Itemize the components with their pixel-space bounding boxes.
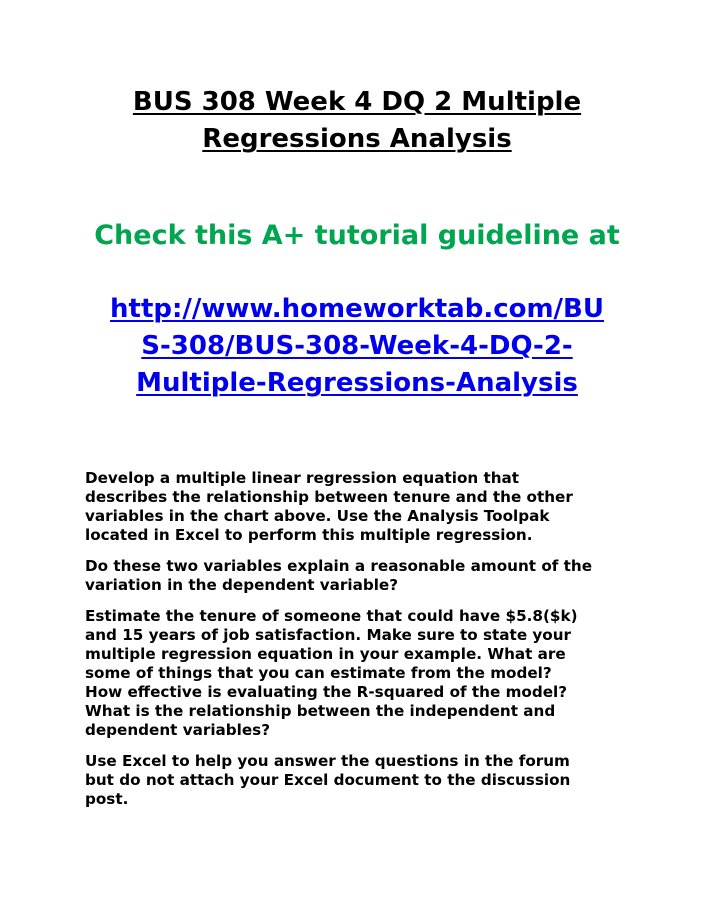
text-line: dependent variables? bbox=[85, 721, 271, 739]
title-line-2: Regressions Analysis bbox=[202, 124, 512, 154]
page-title bbox=[60, 84, 654, 158]
text-line: Use Excel to help you answer the questions in the forum bbox=[85, 752, 570, 770]
text-line: How effective is evaluating the R-squared of the model? bbox=[85, 683, 568, 701]
text-line: variation in the dependent variable? bbox=[85, 576, 399, 594]
link-line-3[interactable]: Multiple-Regressions-Analysis bbox=[136, 368, 578, 398]
tutorial-link[interactable] bbox=[60, 291, 654, 402]
text-line: Estimate the tenure of someone that could have $5.8($k) bbox=[85, 607, 578, 625]
link-line-1[interactable]: http://www.homeworktab.com/BU bbox=[110, 294, 604, 324]
text-line: post. bbox=[85, 790, 129, 808]
link-line-2[interactable]: S-308/BUS-308-Week-4-DQ-2- bbox=[141, 331, 573, 361]
title-line-1: BUS 308 Week 4 DQ 2 Multiple bbox=[132, 87, 582, 117]
text-line: What is the relationship between the independent and bbox=[85, 702, 556, 720]
text-line: some of things that you can estimate from the model? bbox=[85, 664, 552, 682]
text-line: variables in the chart above. Use the Analysis Toolpak bbox=[85, 507, 550, 525]
paragraph-estimate-tenure bbox=[85, 607, 645, 740]
text-line: and 15 years of job satisfaction. Make sure to state your bbox=[85, 626, 572, 644]
text-line: located in Excel to perform this multiple regression. bbox=[85, 526, 533, 544]
text-line: Develop a multiple linear regression equation that bbox=[85, 469, 520, 487]
paragraph-variation-question bbox=[85, 557, 645, 595]
text-line: Do these two variables explain a reasonable amount of the bbox=[85, 557, 593, 575]
paragraph-regression-equation bbox=[85, 469, 645, 545]
text-line: describes the relationship between tenure and the other bbox=[85, 488, 573, 506]
tutorial-callout: Check this A+ tutorial guideline at bbox=[94, 220, 620, 251]
paragraph-excel-instructions bbox=[85, 752, 645, 809]
assignment-body bbox=[85, 469, 645, 821]
text-line: multiple regression equation in your example. What are bbox=[85, 645, 566, 663]
text-line: but do not attach your Excel document to the discussion bbox=[85, 771, 571, 789]
